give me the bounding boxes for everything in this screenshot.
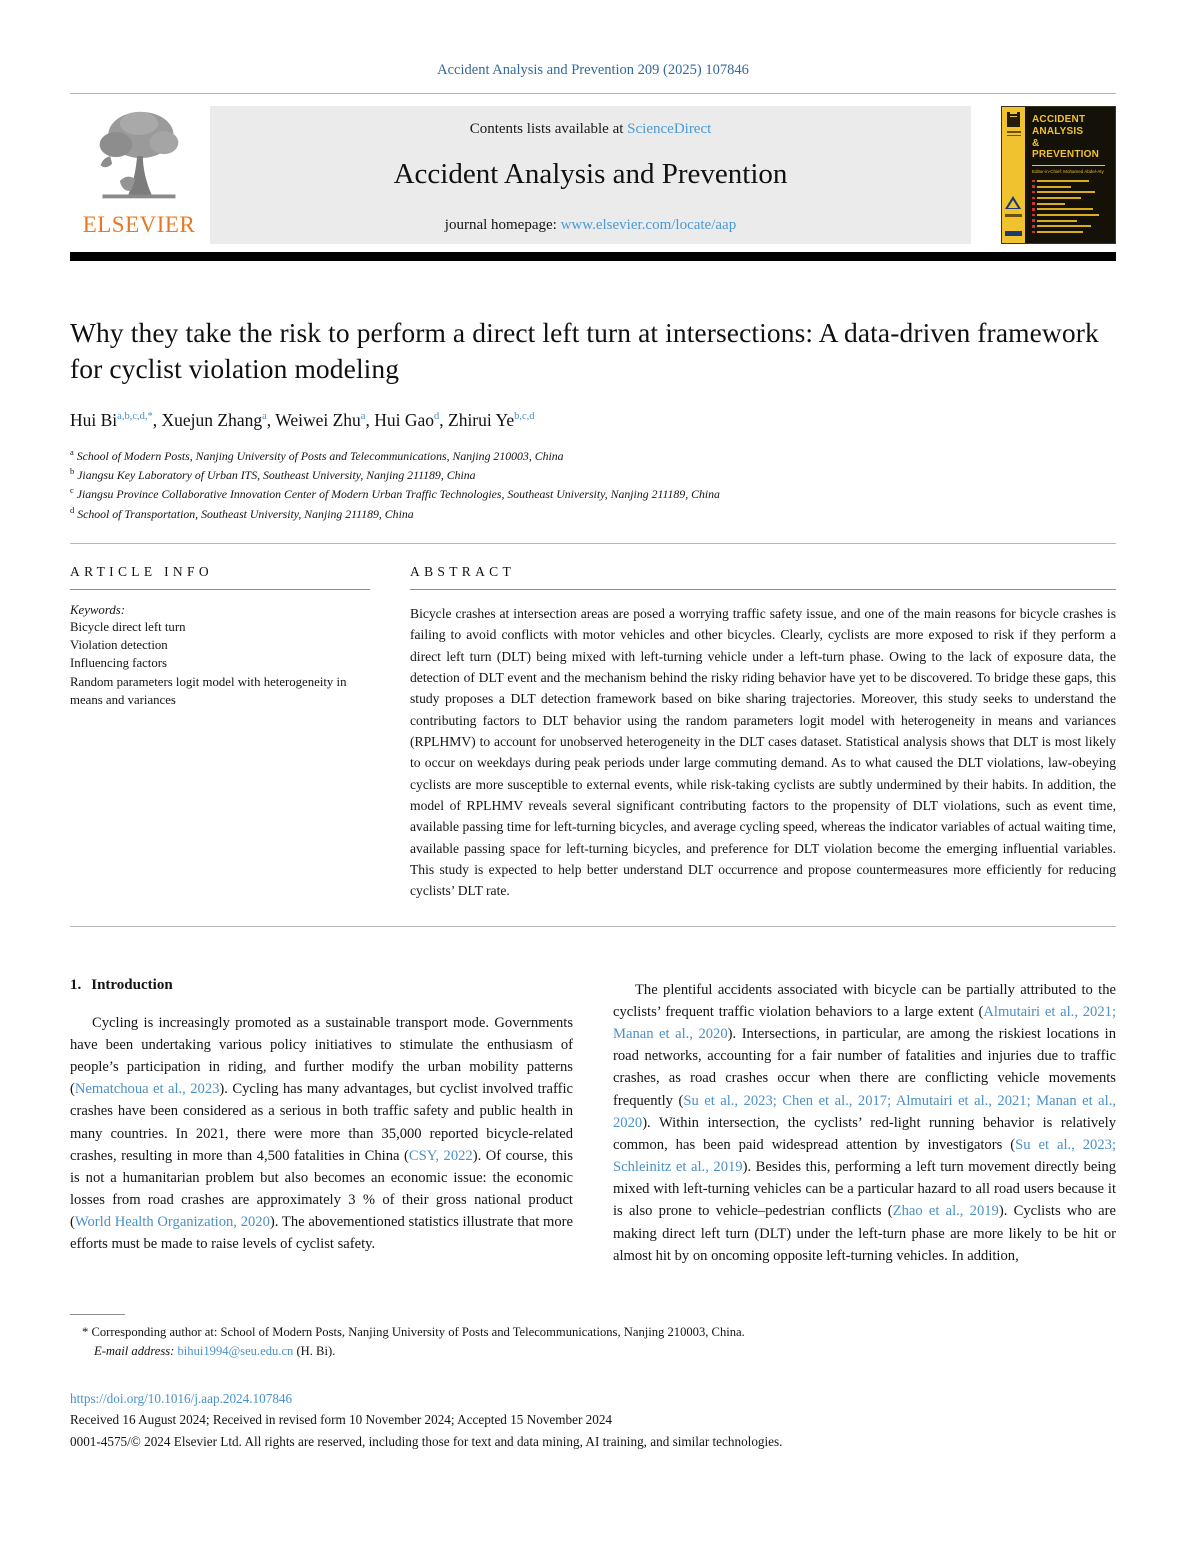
keyword-item: Influencing factors: [70, 656, 168, 671]
text-segment: ). Besides this, performing a left turn movement directly being mixed with left-turning vehicles can be a particular hazard to all road users because it is also prone to vehicle–pedestrian conflicts (: [613, 1159, 1116, 1220]
keywords-label: Keywords:: [70, 603, 125, 618]
cover-spine: [1002, 107, 1025, 243]
journal-reference: Accident Analysis and Prevention 209 (2025) 107846: [437, 62, 749, 78]
affiliations: [70, 446, 1116, 524]
header-divider: [70, 93, 1116, 94]
publication-info: [70, 1388, 1116, 1453]
homepage-line: journal homepage: www.elsevier.com/locate/aap: [444, 217, 737, 233]
affiliation-line: $^c$ Jiangsu Province Collaborative Innovation Center of Modern Urban Traffic Technologies, Southeast University, Nanjing 211189, China: [70, 485, 720, 502]
contents-line: Contents lists available at ScienceDirect: [469, 121, 712, 137]
article-title: Why they take the risk to perform a direct left turn at intersections: A data-driven framework for cyclist violation modeling: [70, 317, 1099, 385]
author-superscript: a: [360, 410, 366, 422]
citation-link[interactable]: World Health Organization, 2020: [74, 1214, 270, 1231]
author: Hui $Bi^{a,b,c,d,*}$,: [70, 409, 162, 430]
citation-link[interactable]: CSY, 2022: [408, 1147, 473, 1164]
citation-link[interactable]: Su et al., 2023; Chen et al., 2017; Almutairi et al., 2021; Manan et al., 2020: [613, 1092, 1116, 1131]
cover-spiral-icon: [1005, 196, 1021, 209]
cover-sciencedirect-mark: [1005, 231, 1022, 236]
text-segment: ). Within intersection, the cyclists’ red-light running behavior is relatively common, has been paid widespread attention by investigators (: [613, 1114, 1116, 1153]
citation-link[interactable]: Nematchoua et al., 2023: [74, 1081, 220, 1098]
email-link[interactable]: bihui1994@seu.edu.cn: [177, 1344, 294, 1359]
author: Zhirui Ye$^{b,c,d}$: [448, 409, 535, 430]
author: Xuejun Zhang$^a$,: [161, 409, 276, 430]
masthead-journal-title: Accident Analysis and Prevention: [393, 158, 788, 190]
received-dates: Received 16 August 2024; Received in revised form 10 November 2024; Accepted 15 November 2024: [70, 1412, 613, 1428]
email-line: E-mail address: bihui1994@seu.edu.cn (H. Bi).: [94, 1344, 336, 1359]
copyright-line: 0001-4575/© 2024 Elsevier Ltd. All rights are reserved, including those for text and data mining, AI training, and similar technologies.: [70, 1434, 783, 1450]
affiliation-line: $^d$ School of Transportation, Southeast University, Nanjing 211189, China: [70, 504, 414, 521]
masthead-box: [210, 106, 971, 244]
intro-right-column: [613, 977, 1116, 1282]
text-segment: The plentiful accidents associated with bicycle can be partially attributed to the cyclists’ frequent traffic violation behaviors to a large extent (: [613, 981, 1116, 1020]
intro-left-column: [70, 977, 573, 1282]
cover-main: ACCIDENT ANALYSIS & PREVENTION Editor-in-Chief: Mohamed Abdel-Aty: [1025, 107, 1115, 243]
abstract-column: [410, 564, 1116, 902]
doi-link[interactable]: https://doi.org/10.1016/j.aap.2024.107846: [70, 1390, 293, 1406]
masthead: [70, 106, 1116, 244]
elsevier-logo: [70, 106, 208, 244]
author-superscript: b,c,d: [514, 410, 535, 422]
cover-mini-logo: [1007, 112, 1020, 127]
email-label: E-mail address:: [94, 1344, 175, 1359]
intro-paragraph: [613, 979, 1116, 1267]
text-segment: ). Intersections, in particular, are among the riskiest locations in road networks, accounting for a fair number of fatalities and injuries due to traffic crashes, as road crashes occur when there are conflicting vehicle movements frequently (: [613, 1026, 1116, 1109]
author-superscript: d: [434, 410, 440, 422]
footnote-block: [70, 1314, 1116, 1362]
authors-line: [70, 410, 1116, 431]
article-info-column: [70, 564, 370, 902]
text-segment: Cycling is increasingly promoted as a sustainable transport mode. Governments have been undertaking various policy initiatives to stimulate the enthusiasm of people’s participation in riding, and further modify the urban mobility patterns (: [70, 1014, 573, 1098]
text-segment: ). Cyclists who are making direct left turn (DLT) under the left-turn phase are more likely to be hit or almost hit by on oncoming opposite left-turning vehicles. In addition,: [613, 1203, 1117, 1264]
author: Hui Gao$^d$,: [374, 409, 448, 430]
affiliation-line: $^a$ School of Modern Posts, Nanjing University of Posts and Telecommunications, Nanjing 210003, China: [70, 446, 564, 463]
author-superscript: a: [262, 410, 267, 422]
article-info-heading: ARTICLE INFO: [70, 564, 213, 580]
citation-link[interactable]: Almutairi et al., 2021; Manan et al., 2020: [613, 1003, 1116, 1043]
cover-topic-list: [1032, 180, 1111, 234]
abstract-heading: ABSTRACT: [410, 564, 516, 580]
intro-heading: 1. Introduction: [70, 976, 173, 993]
masthead-black-bar: [70, 252, 1116, 261]
citation-link[interactable]: Zhao et al., 2019: [892, 1203, 999, 1220]
info-abstract-section: [70, 544, 1116, 927]
text-segment: ). The abovementioned statistics illustrate that more efforts must be made to raise levels of cyclist safety.: [70, 1214, 573, 1253]
elsevier-wordmark: ELSEVIER: [82, 212, 196, 237]
intro-paragraph: [70, 1012, 573, 1256]
cover-subtitle: Editor-in-Chief: Mohamed Abdel-Aty: [1032, 169, 1104, 175]
keyword-item: Violation detection: [70, 638, 168, 653]
keyword-item: Random parameters logit model with heterogeneity in means and variances: [70, 674, 347, 707]
affiliation-line: $^b$ Jiangsu Key Laboratory of Urban ITS, Southeast University, Nanjing 211189, China: [70, 465, 476, 482]
abstract-text: Bicycle crashes at intersection areas are posed a worrying traffic safety issue, and one of the main reasons for bicycle crashes is failing to avoid conflicts with motor vehicles and other bicycles. Clearly, cyclists are more exposed to risk if they perform a direct left turn (DLT) being mixed with left-turning vehicle under a left-turn phase. Owing to the lack of exposure data, the detection of DLT event and the mechanism behind the risky riding behavior have yet to be discovered. To bridge these gaps, this study proposes a DLT detection framework based on bike sharing trajectories. Moreover, this study seeks to understand the contributing factors to DLT behavior using the random parameters logit model with heterogeneity in means and variances (RPLHMV) to account for unobserved heterogeneity in the DLT cases dataset. Statistical analysis shows that DLT is most likely to occur on weekdays during peak periods under large commuting demand. As to what caused the DLT violations, law-obeying cyclists are more susceptible to external events, while risk-taking cyclists are subtly undermined by their habits. In addition, the model of RPLHMV reveals several significant contributing factors to the propensity of DLT violations, such as event time, available passing time for left-turning bicycles, and average cycling speed, whereas the indicator variables of actual waiting time, available passing space for left-turning bicycles, and preference for DLT violation become the emerging influential variables. This study is expected to help better understand DLT occurrence and propose countermeasures more efficiently for reducing cyclists’ DLT rate.: [410, 606, 1116, 899]
sciencedirect-link[interactable]: ScienceDirect: [627, 121, 712, 137]
corresponding-author-note: * Corresponding author at: School of Modern Posts, Nanjing University of Posts and Telecommunications, Nanjing 210003, China.: [82, 1324, 745, 1339]
text-segment: ). Cycling has many advantages, but cyclist involved traffic crashes have been considered as a serious in both traffic safety and public health in many countries. In 2021, there were more than 35,000 reported bicycle-related crashes, resulting in more than 4,500 fatalities in China (: [70, 1081, 573, 1164]
introduction-section: [70, 977, 1116, 1282]
footnote-divider: [70, 1314, 125, 1315]
journal-cover-thumbnail: [1001, 106, 1116, 244]
keyword-item: Bicycle direct left turn: [70, 620, 186, 635]
author-superscript: a,b,c,d,*: [117, 410, 153, 422]
journal-homepage-link[interactable]: www.elsevier.com/locate/aap: [560, 217, 737, 233]
text-segment: ). Of course, this is not a humanitarian problem but also becomes an economic issue: the economic losses from road crashes are approximately 3 % of their gross national product (: [70, 1147, 573, 1231]
author: Weiwei Zhu$^a$,: [275, 409, 375, 430]
elsevier-tree-icon: [91, 106, 187, 210]
citation-link[interactable]: Su et al., 2023; Schleinitz et al., 2019: [613, 1136, 1116, 1176]
